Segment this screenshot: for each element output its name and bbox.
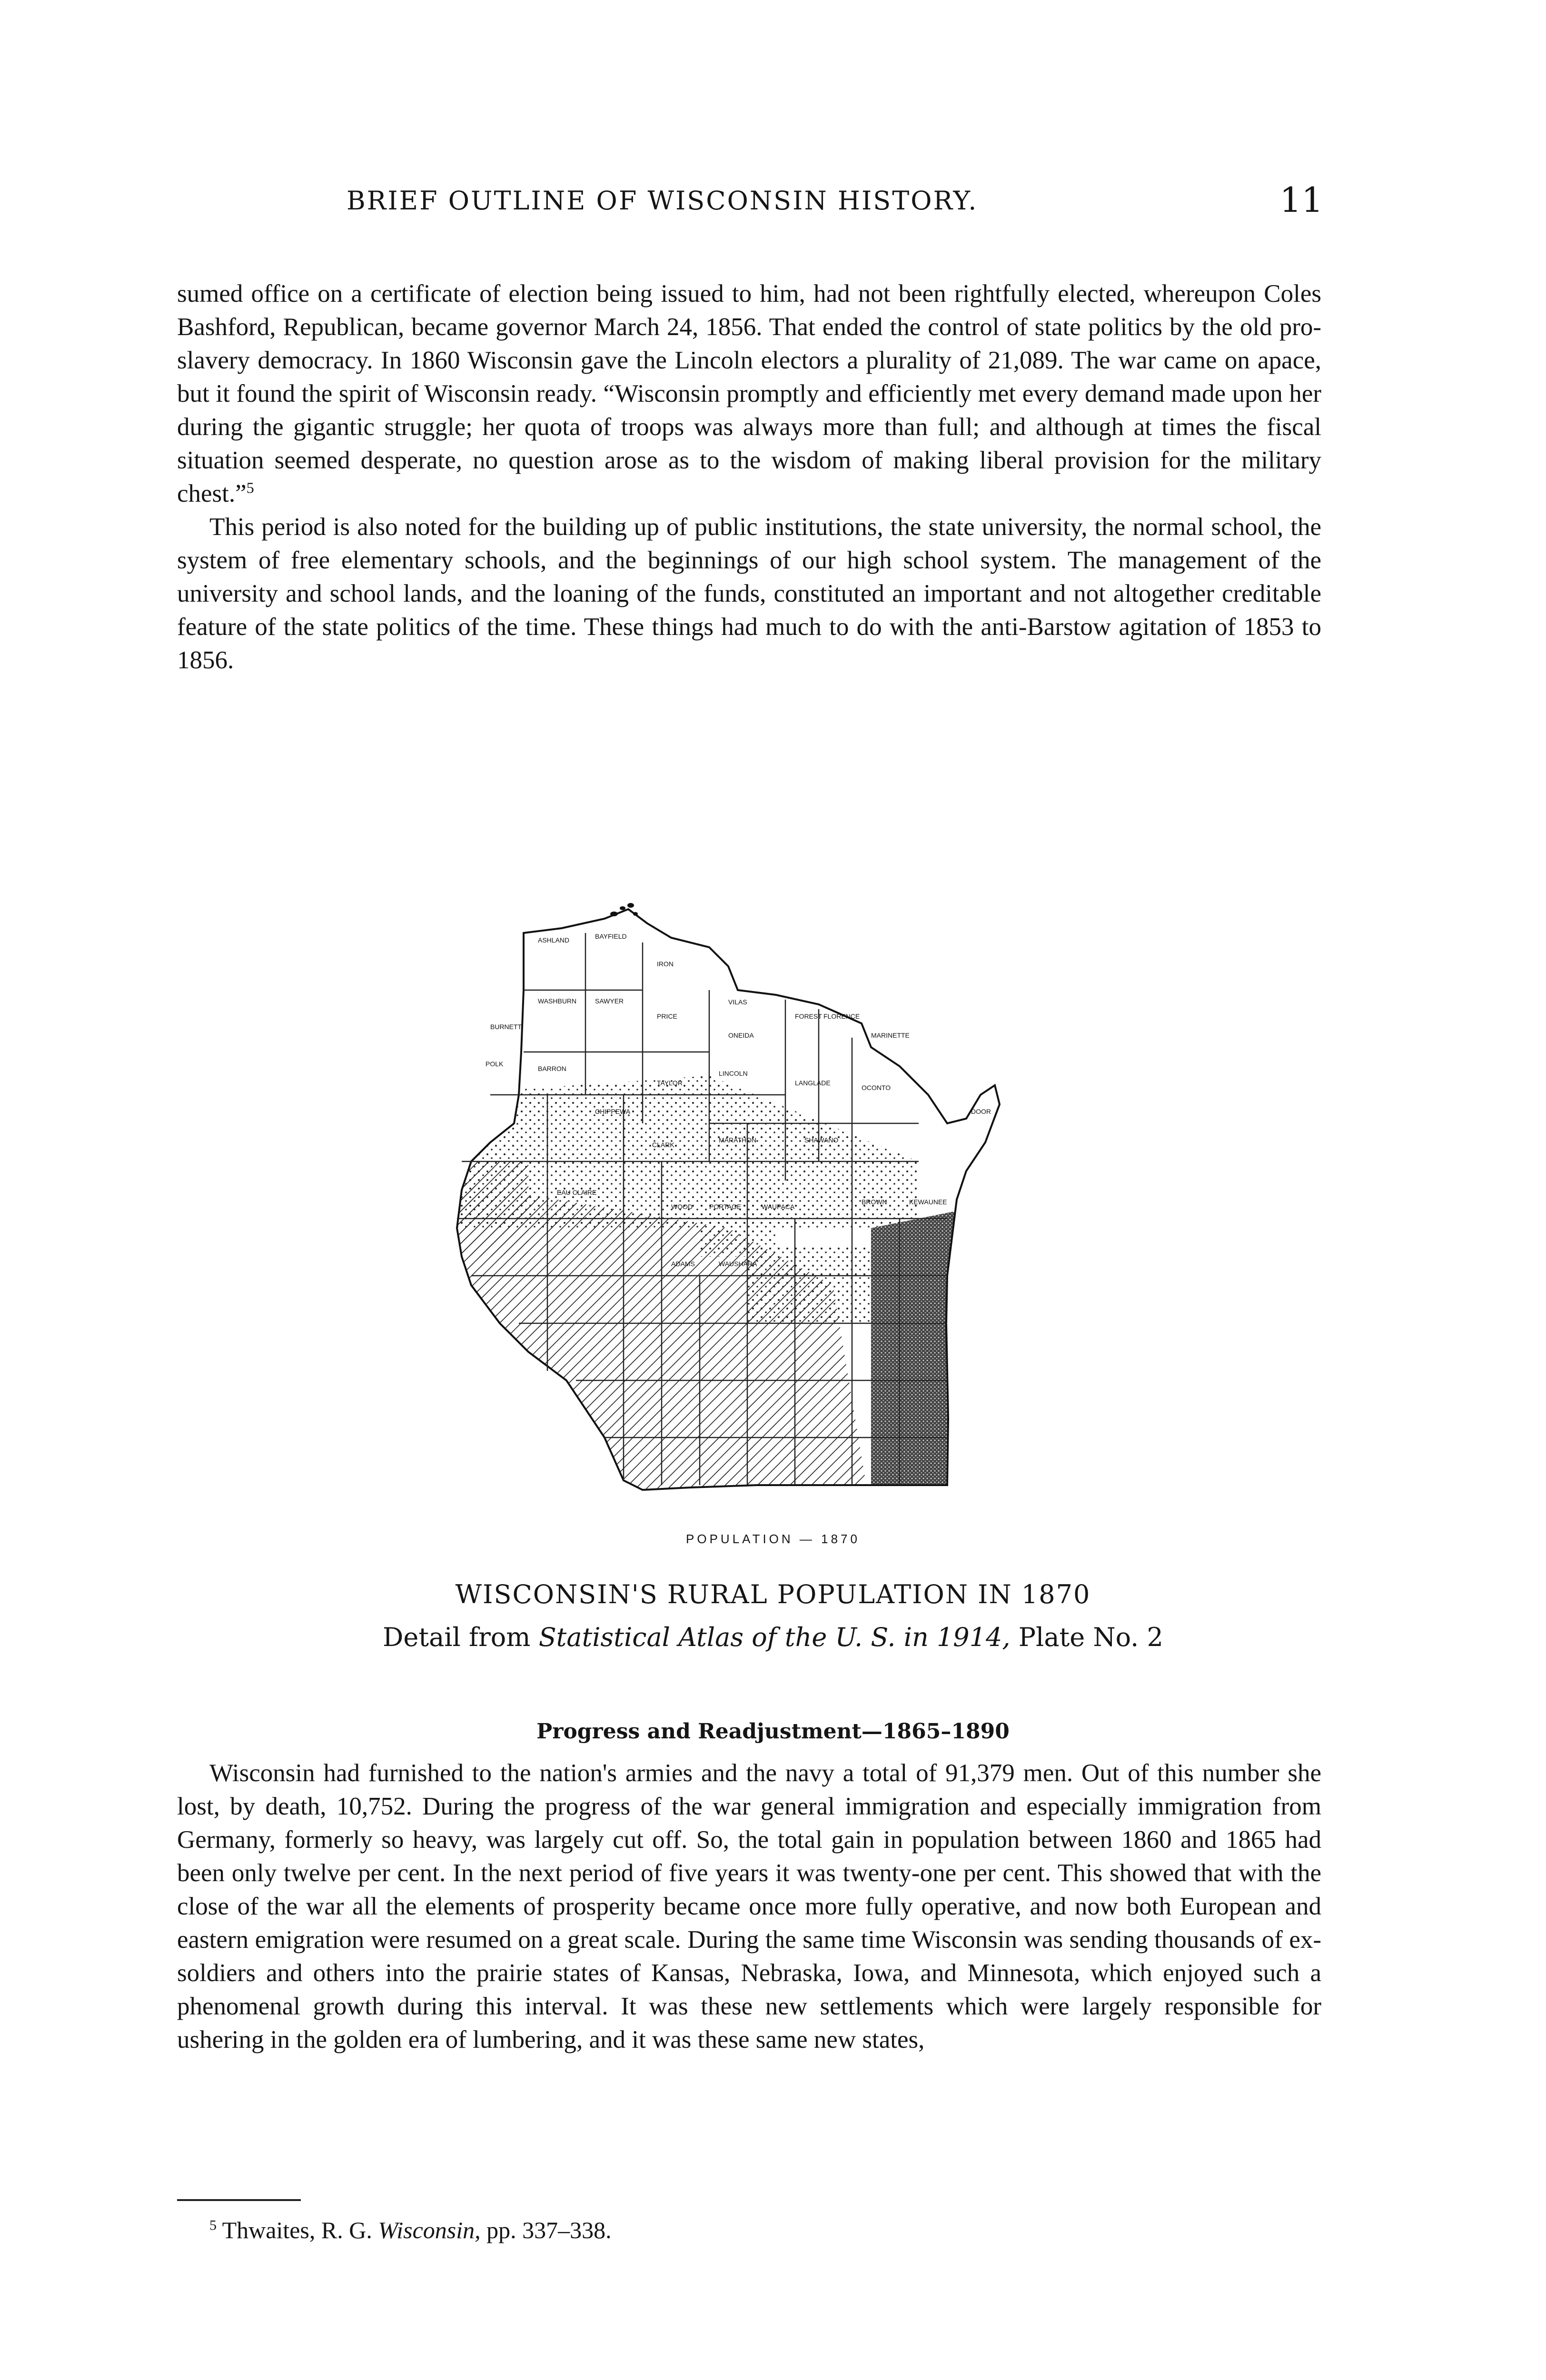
paragraph-3: Wisconsin had furnished to the nation's armies and the navy a total of 91,379 men. Out of this number she lost, by death, 10,752. During the progress of the war general immigration and especially immigration from Germany, formerly so heavy, was largely cut off. So, the total gain in population between 1860 and 1865 had been only twelve per cent. In the next period of five years it was twenty-one per cent. This showed that with the close of the war all the elements of prosperity became once more fully operative, and now both European and eastern emigration were resumed on a great scale. During the same time Wisconsin was sending thousands of ex-soldiers and others into the prairie states of Kansas, Nebraska, Iowa, and Minnesota, which enjoyed such a phenomenal growth during this interval. It was these new settlements which were largely responsible for ushering in the golden era of lumbering, and it was these same new states, bbox=[177, 1759, 1321, 2053]
map-label-taylor: TAYLOR bbox=[657, 1079, 683, 1087]
map-label-price: PRICE bbox=[657, 1012, 677, 1020]
map-label-marinette: MARINETTE bbox=[871, 1031, 910, 1039]
map-label-lincoln: LINCOLN bbox=[719, 1070, 748, 1077]
paragraph-1-text: sumed office on a certificate of election being issued to him, had not been rightfully elected, whereupon Coles Bashford, Republican, became governor March 24, 1856. That ended the control of state politics by the old pro-slavery democracy. In 1860 Wisconsin gave the Lincoln electors a plurality of 21,089. The war came on apace, but it found the spirit of Wisconsin ready. “Wisconsin promptly and efficiently met every demand made upon her during the gigantic struggle; her quota of troops was always more than full; and although at times the fiscal situation seemed desperate, no question arose as to the wisdom of making liberal provision for the military chest.” bbox=[177, 280, 1321, 507]
map-label-ashland: ASHLAND bbox=[538, 936, 570, 944]
wisconsin-population-map bbox=[443, 895, 1042, 1533]
map-caption: POPULATION — 1870 bbox=[686, 1532, 860, 1546]
map-label-kewaunee: KEWAUNEE bbox=[909, 1198, 947, 1206]
body-text-top bbox=[177, 277, 1321, 677]
footnote-title: Wisconsin, bbox=[378, 2217, 481, 2243]
map-label-adams: ADAMS bbox=[671, 1260, 695, 1268]
figure-credit-plate: Plate No. 2 bbox=[1018, 1622, 1163, 1652]
map-label-eau-claire: EAU CLAIRE bbox=[557, 1189, 597, 1196]
map-label-langlade: LANGLADE bbox=[795, 1079, 831, 1087]
map-label-brown: BROWN bbox=[862, 1198, 887, 1206]
figure-credit bbox=[0, 1622, 1546, 1652]
footnote-author: Thwaites, R. G. bbox=[222, 2217, 372, 2243]
map-label-barron: BARRON bbox=[538, 1065, 566, 1072]
body-text-bottom bbox=[177, 1756, 1321, 2056]
map-label-clark: CLARK bbox=[652, 1141, 674, 1149]
map-label-oneida: ONEIDA bbox=[728, 1031, 754, 1039]
figure-title: WISCONSIN'S RURAL POPULATION IN 1870 bbox=[455, 1579, 1091, 1609]
footnote-marker: 5 bbox=[209, 2217, 217, 2233]
map-label-door: DOOR bbox=[971, 1108, 991, 1115]
map-label-portage: PORTAGE bbox=[709, 1203, 742, 1210]
map-label-burnett: BURNETT bbox=[490, 1023, 522, 1031]
figure-credit-source: Statistical Atlas of the U. S. in 1914, bbox=[538, 1622, 1011, 1652]
footnote bbox=[209, 2216, 612, 2244]
map-label-bayfield: BAYFIELD bbox=[595, 932, 627, 940]
map-label-marathon: MARATHON bbox=[719, 1136, 757, 1144]
running-head: BRIEF OUTLINE OF WISCONSIN HISTORY. bbox=[347, 186, 978, 216]
map-label-chippewa: CHIPPEWA bbox=[595, 1108, 631, 1115]
map-label-washburn: WASHBURN bbox=[538, 997, 577, 1005]
footnote-ref: 5 bbox=[246, 479, 254, 496]
page-number: 11 bbox=[1279, 180, 1323, 220]
map-label-iron: IRON bbox=[657, 960, 674, 968]
map-label-vilas: VILAS bbox=[728, 998, 747, 1006]
page-header bbox=[171, 180, 1323, 228]
figure-credit-prefix: Detail from bbox=[383, 1622, 531, 1652]
paragraph-2: This period is also noted for the building up of public institutions, the state university, the normal school, the system of free elementary schools, and the beginnings of our high school system. The management of the university and school lands, and the loaning of the funds, constituted an important and not altogether creditable feature of the state politics of the time. These things had much to do with the anti-Barstow agitation of 1853 to 1856. bbox=[177, 513, 1321, 674]
paragraph-1 bbox=[177, 277, 1321, 510]
map-label-florence: FLORENCE bbox=[823, 1012, 860, 1020]
map-label-forest: FOREST bbox=[795, 1012, 822, 1020]
map-label-shawano: SHAWANO bbox=[804, 1136, 839, 1144]
map-label-wood: WOOD bbox=[671, 1203, 693, 1210]
map-label-waupaca: WAUPACA bbox=[762, 1203, 795, 1210]
section-heading: Progress and Readjustment—1865–1890 bbox=[536, 1719, 1010, 1744]
map-label-polk: POLK bbox=[486, 1060, 504, 1068]
footnote-divider bbox=[177, 2199, 301, 2201]
map-label-sawyer: SAWYER bbox=[595, 997, 624, 1005]
map-label-waushara: WAUSHARA bbox=[719, 1260, 757, 1268]
wisconsin-map-figure bbox=[443, 895, 1042, 1533]
map-label-oconto: OCONTO bbox=[862, 1084, 891, 1091]
footnote-pages: pp. 337–338. bbox=[486, 2217, 612, 2243]
